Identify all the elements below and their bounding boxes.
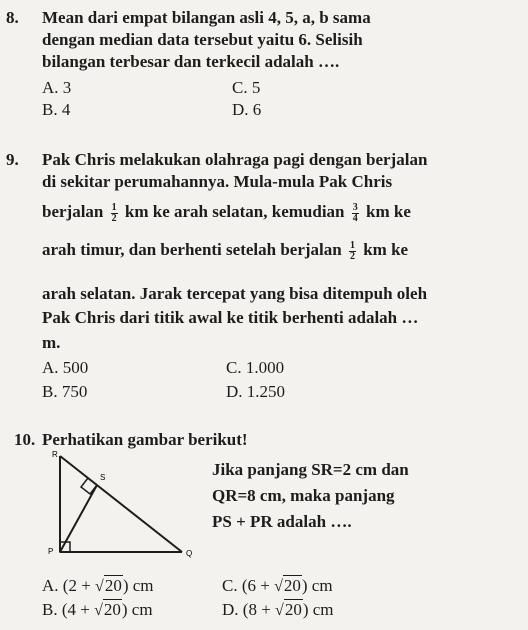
q9-line-4	[42, 240, 408, 262]
right-angle-marker-s	[81, 478, 97, 494]
q9-line-5: arah selatan. Jarak tercepat yang bisa ditempuh oleh	[42, 284, 428, 303]
q9-line-7: m.	[42, 333, 61, 352]
text: km ke	[363, 240, 409, 259]
hypotenuse-rq	[60, 456, 182, 552]
fraction-half	[349, 241, 356, 262]
option-letter: C.	[226, 358, 242, 377]
option-post: ) cm	[121, 600, 153, 619]
option-letter: B.	[42, 100, 58, 119]
fraction-half	[111, 203, 118, 224]
sqrt-icon: √	[94, 602, 103, 619]
q9-number: 9.	[6, 150, 19, 169]
option-letter: D.	[226, 382, 243, 401]
right-triangle-figure	[30, 448, 200, 568]
q10-option-d[interactable]	[222, 600, 334, 620]
q8-line-1: Mean dari empat bilangan asli 4, 5, a, b sama	[42, 8, 371, 27]
option-value: 500	[62, 358, 89, 377]
option-value: 5	[251, 78, 261, 97]
numerator: 1	[349, 239, 355, 251]
q8-option-a[interactable]	[42, 78, 71, 98]
q8-option-c[interactable]	[232, 78, 260, 98]
option-value: 750	[61, 382, 88, 401]
option-value: 3	[62, 78, 72, 97]
q8-number: 8.	[6, 8, 19, 27]
option-value: 1.000	[245, 358, 285, 377]
q10-prompt: Perhatikan gambar berikut!	[42, 430, 248, 449]
denominator: 2	[349, 250, 355, 262]
vertex-label-r: R	[52, 450, 58, 459]
q10-option-c[interactable]	[222, 576, 333, 596]
vertex-label-q: Q	[186, 549, 193, 558]
radicand: 20	[103, 600, 121, 619]
q8-line-2: dengan median data tersebut yaitu 6. Selisih	[42, 30, 363, 49]
q10-desc-line-1: Jika panjang SR=2 cm dan	[212, 460, 409, 479]
sqrt-icon: √	[95, 578, 104, 595]
option-value: 1.250	[246, 382, 286, 401]
radicand: 20	[283, 576, 301, 595]
q9-option-c[interactable]	[226, 358, 284, 378]
q10-desc-line-3: PS + PR adalah ….	[212, 512, 352, 531]
sqrt-icon: √	[275, 602, 284, 619]
q9-option-b[interactable]	[42, 382, 87, 402]
denominator: 4	[352, 212, 358, 224]
text: arah timur, dan berhenti setelah berjalan	[42, 240, 342, 259]
q9-line-2: di sekitar perumahannya. Mula-mula Pak Chris	[42, 172, 393, 191]
sqrt-icon: √	[274, 578, 283, 595]
option-letter: A.	[42, 576, 59, 595]
denominator: 2	[111, 212, 117, 224]
option-letter: C.	[222, 576, 238, 595]
option-pre: (4 +	[61, 600, 95, 619]
option-pre: (8 +	[242, 600, 276, 619]
option-letter: B.	[42, 600, 58, 619]
option-pre: (2 +	[62, 576, 96, 595]
option-post: ) cm	[302, 600, 334, 619]
q10-desc-line-2: QR=8 cm, maka panjang	[212, 486, 395, 505]
option-letter: D.	[222, 600, 239, 619]
option-letter: B.	[42, 382, 58, 401]
text: km ke arah selatan, kemudian	[124, 202, 345, 221]
text: berjalan	[42, 202, 104, 221]
q8-line-3: bilangan terbesar dan terkecil adalah ….	[42, 52, 340, 71]
option-value: 6	[252, 100, 262, 119]
q9-line-6: Pak Chris dari titik awal ke titik berhenti adalah …	[42, 308, 419, 327]
option-letter: D.	[232, 100, 249, 119]
option-pre: (6 +	[241, 576, 275, 595]
option-post: ) cm	[122, 576, 154, 595]
q10-number: 10.	[14, 430, 36, 449]
option-letter: A.	[42, 78, 59, 97]
q9-option-d[interactable]	[226, 382, 285, 402]
q9-option-a[interactable]	[42, 358, 88, 378]
vertex-label-p: P	[48, 547, 54, 556]
q10-option-b[interactable]	[42, 600, 153, 620]
text: km ke	[366, 202, 411, 221]
numerator: 3	[352, 201, 358, 213]
radicand: 20	[284, 600, 302, 619]
radicand: 20	[104, 576, 122, 595]
vertex-label-s: S	[100, 473, 106, 482]
option-letter: C.	[232, 78, 248, 97]
option-value: 4	[61, 100, 71, 119]
q10-option-a[interactable]	[42, 576, 154, 596]
q9-line-1: Pak Chris melakukan olahraga pagi dengan berjalan	[42, 150, 428, 169]
numerator: 1	[111, 201, 117, 213]
option-post: ) cm	[301, 576, 333, 595]
q8-option-d[interactable]	[232, 100, 261, 120]
q8-option-b[interactable]	[42, 100, 70, 120]
option-letter: A.	[42, 358, 59, 377]
q9-line-3	[42, 202, 411, 224]
fraction-three-quarters	[352, 203, 359, 224]
